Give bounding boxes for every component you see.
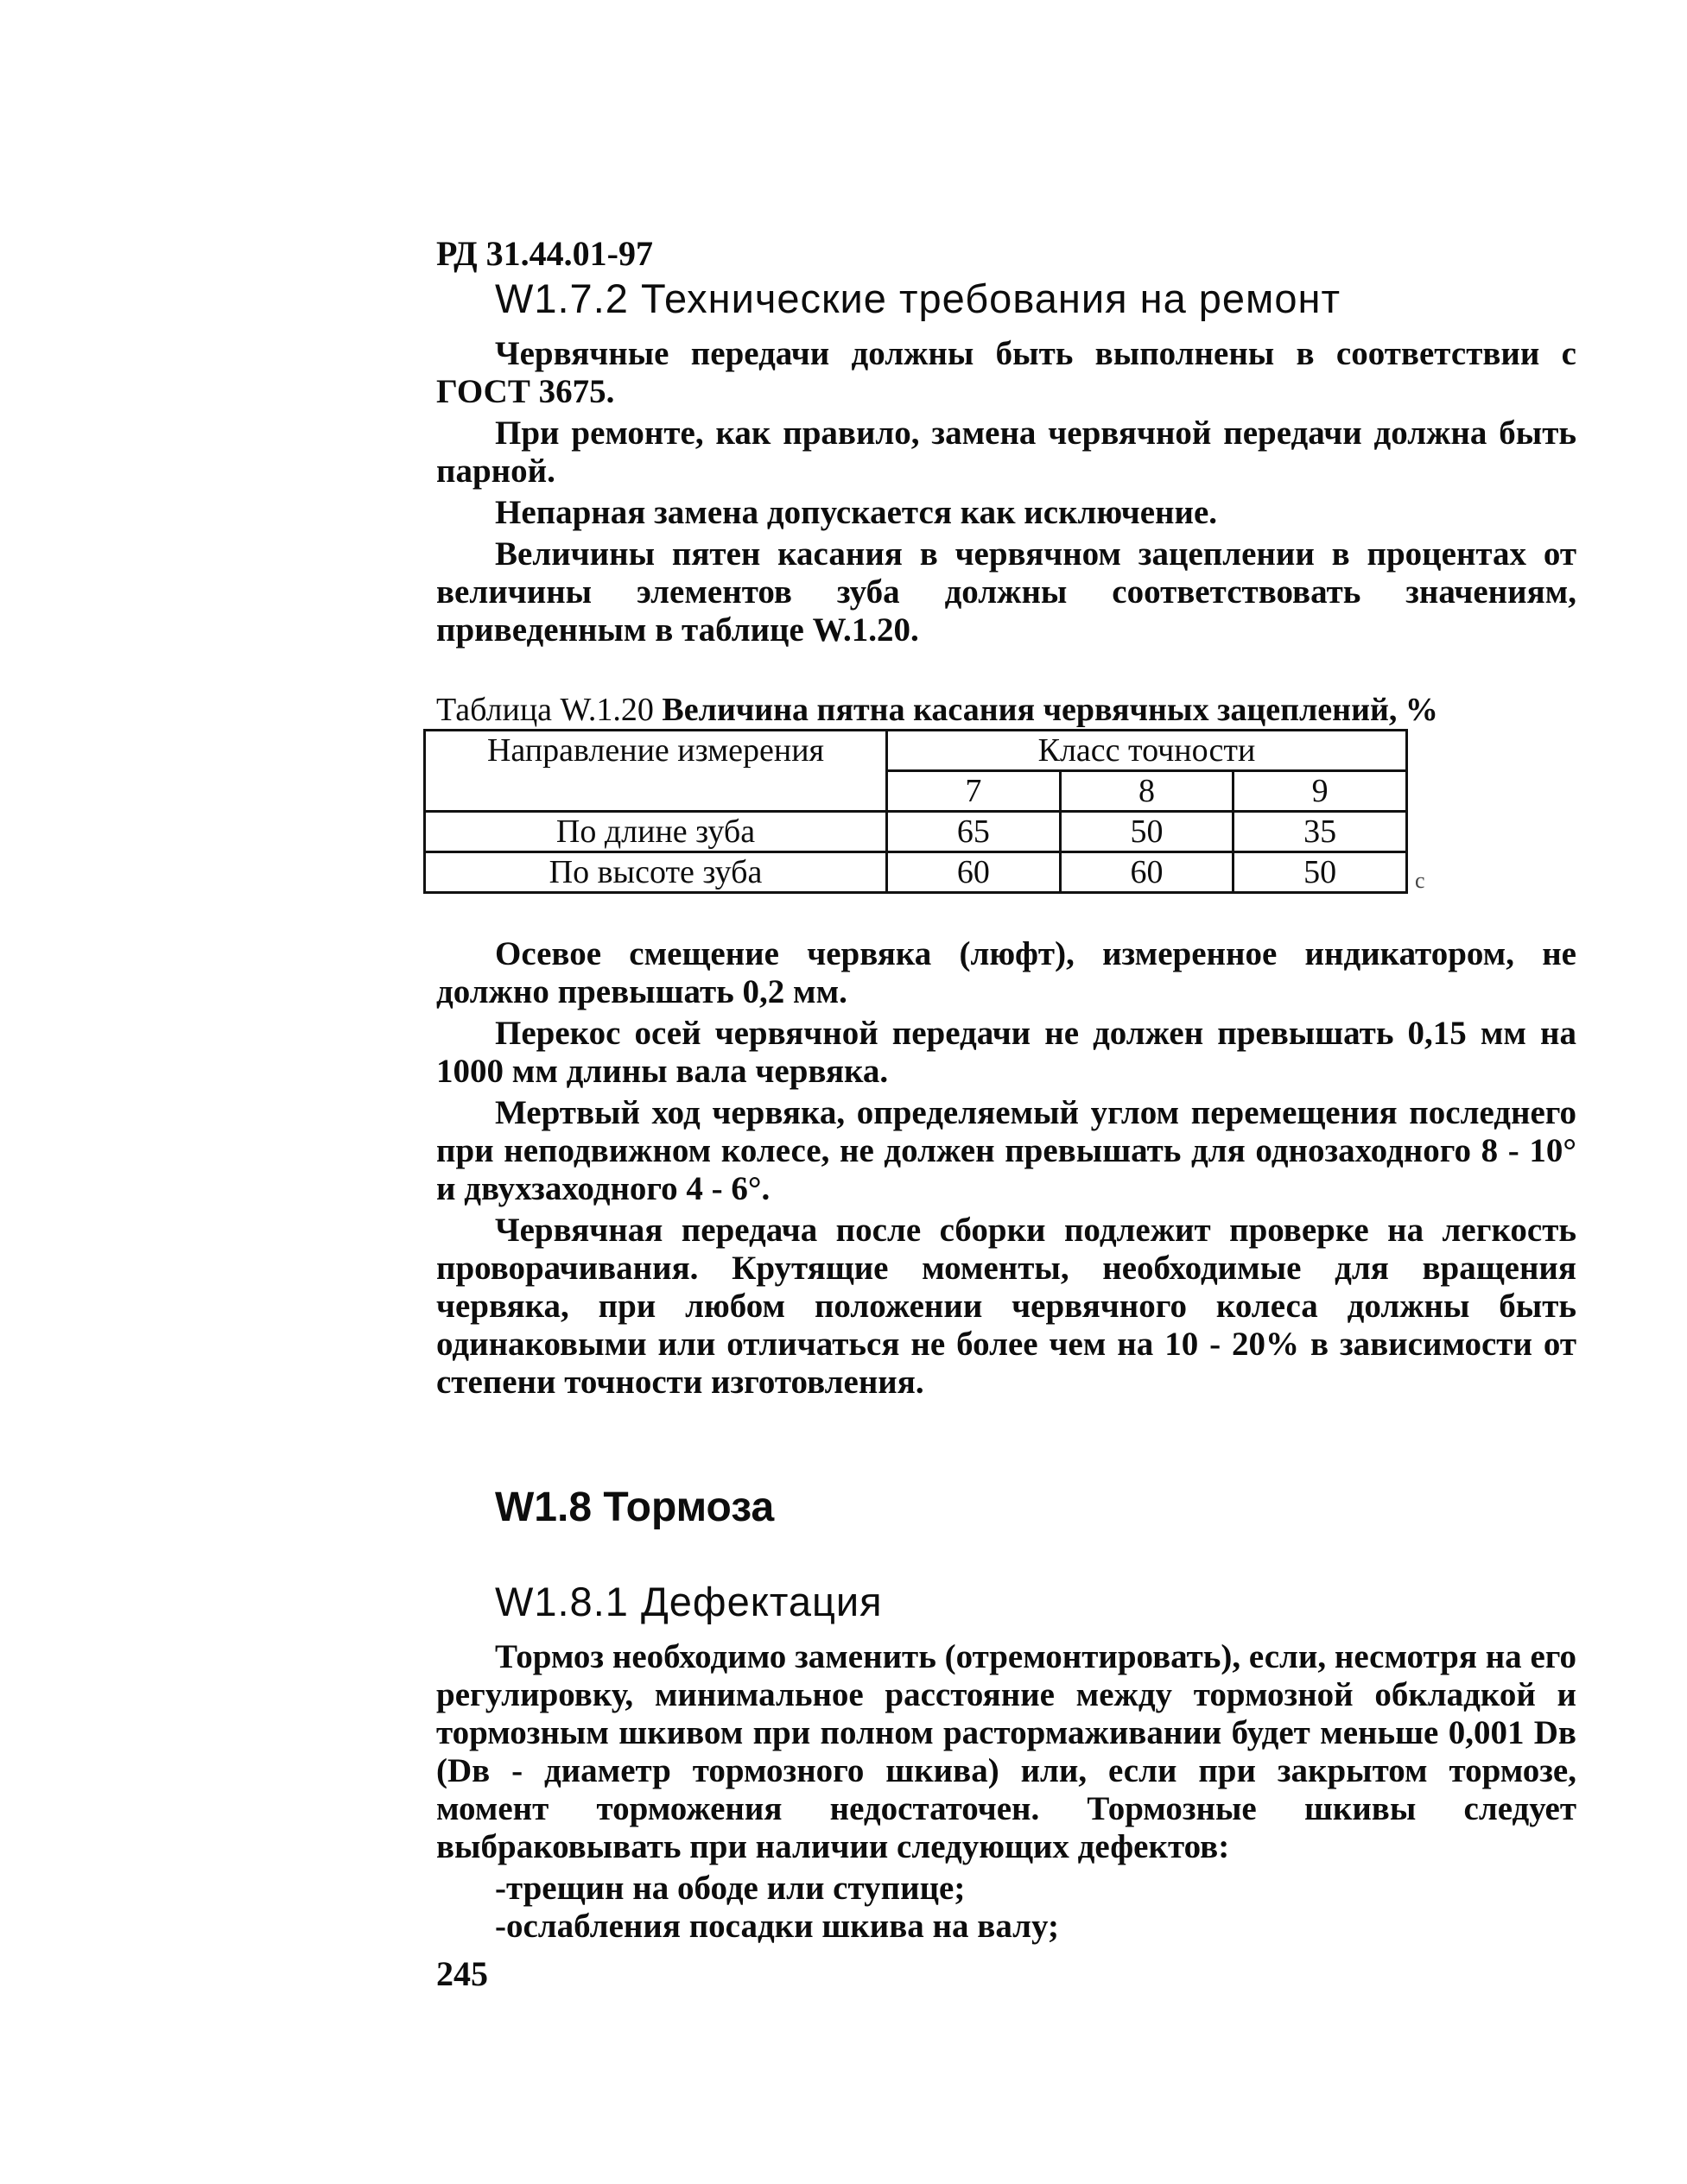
table-number: Таблица W.1.20	[436, 692, 654, 728]
list-item: -трещин на ободе или ступице;	[495, 1870, 966, 1907]
page-number: 245	[436, 1954, 488, 1993]
section-heading-w1-8-1: W1.8.1 Дефектация	[495, 1579, 883, 1624]
value-cell: 60	[1060, 852, 1234, 893]
paragraph: Осевое смещение червяка (люфт), измеренное индикатором, не должно превышать 0,2 мм.	[436, 935, 1576, 1010]
section-heading-w1-8: W1.8 Тормоза	[495, 1484, 775, 1530]
table-row	[425, 812, 1407, 852]
class-cell: 9	[1234, 771, 1407, 812]
direction-cell: По длине зуба	[425, 812, 887, 852]
value-cell: 50	[1060, 812, 1234, 852]
table-caption	[436, 691, 1576, 729]
contact-spot-table	[423, 729, 1408, 894]
paragraph: Червячная передача после сборки подлежит проверке на легкость проворачивания. Крутящие моменты, необходимые для вращения червяка, при любом положении червячного колеса должны быть одинаковыми или отличаться не более чем на 10 - 20% в зависимости от степени точности изготовления.	[436, 1212, 1576, 1401]
paragraph: Перекос осей червячной передачи не должен превышать 0,15 мм на 1000 мм длины вала червяка.	[436, 1015, 1576, 1090]
value-cell: 60	[887, 852, 1061, 893]
direction-cell: По высоте зуба	[425, 852, 887, 893]
section-heading-w1-7-2: W1.7.2 Технические требования на ремонт	[495, 275, 1341, 321]
paragraph: Червячные передачи должны быть выполнены в соответствии с ГОСТ 3675.	[436, 335, 1576, 410]
header-direction: Направление измерения	[425, 731, 887, 812]
table-header-row	[425, 731, 1407, 771]
paragraph: Непарная замена допускается как исключение.	[495, 494, 1218, 531]
document-page	[436, 233, 1576, 1946]
paragraph: Мертвый ход червяка, определяемый углом перемещения последнего при неподвижном колесе, не должен превышать для однозаходного 8 - 10° и двухзаходного 4 - 6°.	[436, 1094, 1576, 1207]
class-cell: 7	[887, 771, 1061, 812]
value-cell: 35	[1234, 812, 1407, 852]
stray-mark: с	[1415, 868, 1425, 893]
list-item: -ослабления посадки шкива на валу;	[495, 1908, 1060, 1945]
paragraph: При ремонте, как правило, замена червячной передачи должна быть парной.	[436, 415, 1576, 490]
document-code: РД 31.44.01-97	[436, 234, 653, 273]
paragraph: Тормоз необходимо заменить (отремонтировать), если, несмотря на его регулировку, минимальное расстояние между тормозной обкладкой и тормозным шкивом при полном растормаживании будет меньше 0,001 Dв (Dв - диаметр тормозного шкива) или, если при закрытом тормозе, момент торможения недостаточен. Тормозные шкивы следует выбраковывать при наличии следующих дефектов:	[436, 1638, 1576, 1865]
paragraph: Величины пятен касания в червячном зацеплении в процентах от величины элементов зуба должны соответствовать значениям, приведенным в таблице W.1.20.	[436, 535, 1576, 649]
value-cell: 50	[1234, 852, 1407, 893]
class-cell: 8	[1060, 771, 1234, 812]
table-name: Величина пятна касания червячных зацеплений, %	[662, 692, 1438, 728]
header-class: Класс точности	[887, 731, 1407, 771]
value-cell: 65	[887, 812, 1061, 852]
table-row	[425, 852, 1407, 893]
